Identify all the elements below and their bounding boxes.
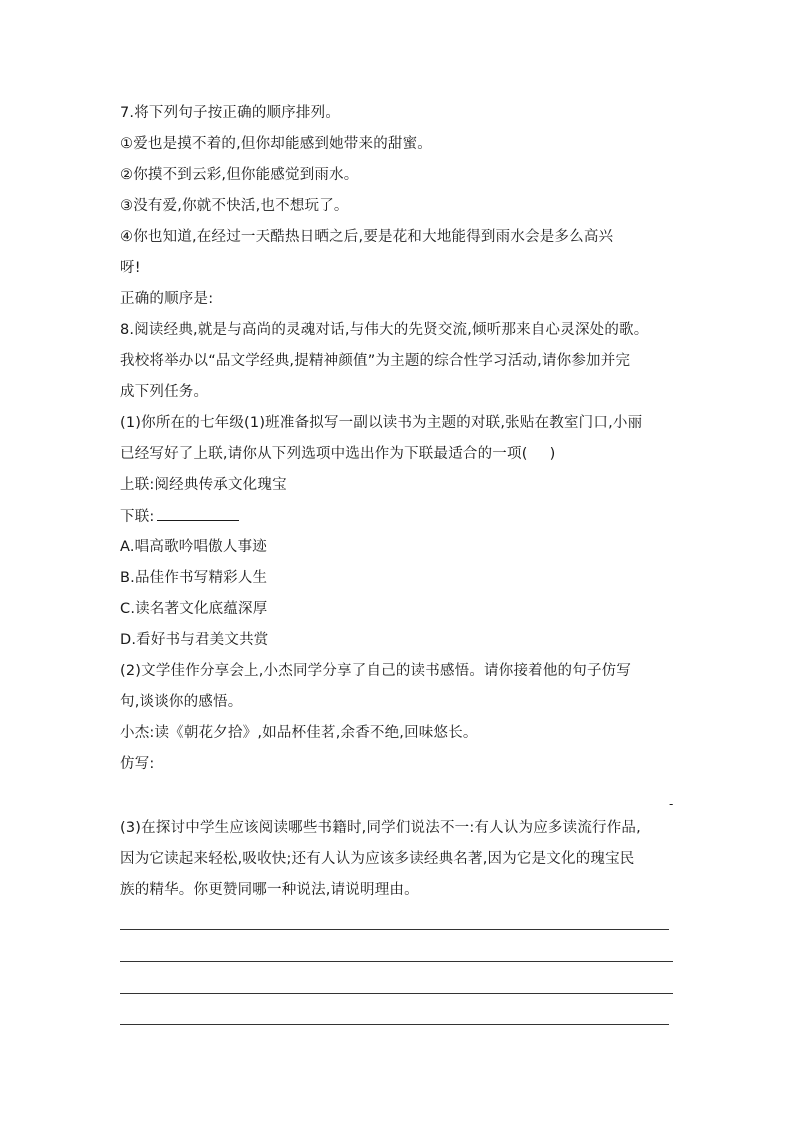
q8-part3-line-1: (3)在探讨中学生应该阅读哪些书籍时,同学们说法不一:有人认为应多读流行作品, <box>120 820 641 836</box>
q7-title: 7.将下列句子按正确的顺序排列。 <box>120 105 341 121</box>
q8-part2-imitate-label: 仿写: <box>120 756 155 772</box>
q8-part2-line-1: (2)文学佳作分享会上,小杰同学分享了自己的读书感悟。请你接着他的句子仿写 <box>120 663 632 679</box>
q7-item-4: ④你也知道,在经过一天酷热日晒之后,要是花和大地能得到雨水会是多么高兴 <box>120 229 614 245</box>
q8-part3-line-3: 族的精华。你更赞同哪一种说法,请说明理由。 <box>120 882 419 898</box>
q8-intro-line-2: 我校将举办以“品文学经典,提精神颜值”为主题的综合性学习活动,请你参加并完 <box>120 353 631 369</box>
q8-part1-line-1: (1)你所在的七年级(1)班准备拟写一副以读书为主题的对联,张贴在教室门口,小丽 <box>120 415 643 431</box>
q8-part1-line-2 <box>120 444 555 464</box>
answer-line-1[interactable] <box>120 929 669 930</box>
q8-intro-line-1: 8.阅读经典,就是与高尚的灵魂对话,与伟大的先贤交流,倾听那来自心灵深处的歌。 <box>120 322 649 338</box>
couplet-lower <box>120 506 239 527</box>
q7-item-3: ③没有爱,你就不快活,也不想玩了。 <box>120 198 349 214</box>
q8-intro-line-3: 成下列任务。 <box>120 384 209 400</box>
option-b: B.品佳作书写精彩人生 <box>120 570 268 586</box>
option-a: A.唱高歌吟唱傲人事迹 <box>120 539 267 555</box>
option-d: D.看好书与君美文共赏 <box>120 632 269 648</box>
q7-item-2: ②你摸不到云彩,但你能感觉到雨水。 <box>120 167 359 183</box>
q7-item-1: ①爱也是摸不着的,但你却能感到她带来的甜蜜。 <box>120 136 433 152</box>
q8-part2-line-2: 句,谈谈你的感悟。 <box>120 694 243 710</box>
answer-paren-close: ) <box>549 446 556 462</box>
couplet-lower-blank[interactable] <box>157 506 239 521</box>
couplet-lower-label: 下联: <box>120 509 155 525</box>
answer-line-4[interactable] <box>120 1024 669 1025</box>
option-c: C.读名著文化底蕴深厚 <box>120 601 268 617</box>
q7-answer-label: 正确的顺序是: <box>120 291 214 307</box>
answer-line-3[interactable] <box>120 993 673 994</box>
answer-line-2[interactable] <box>120 961 673 962</box>
q7-item-4-cont: 呀! <box>120 260 141 276</box>
q8-part3-line-2: 因为它读起来轻松,吸收快;还有人认为应该多读经典名著,因为它是文化的瑰宝民 <box>120 851 635 867</box>
q8-part2-example: 小杰:读《朝花夕拾》,如品杯佳茗,余香不绝,回味悠长。 <box>120 725 478 741</box>
imitate-blank-mark: - <box>669 797 674 811</box>
couplet-upper: 上联:阅经典传承文化瑰宝 <box>120 477 287 493</box>
q8-part1-question: 已经写好了上联,请你从下列选项中选出作为下联最适合的一项( <box>120 446 528 462</box>
